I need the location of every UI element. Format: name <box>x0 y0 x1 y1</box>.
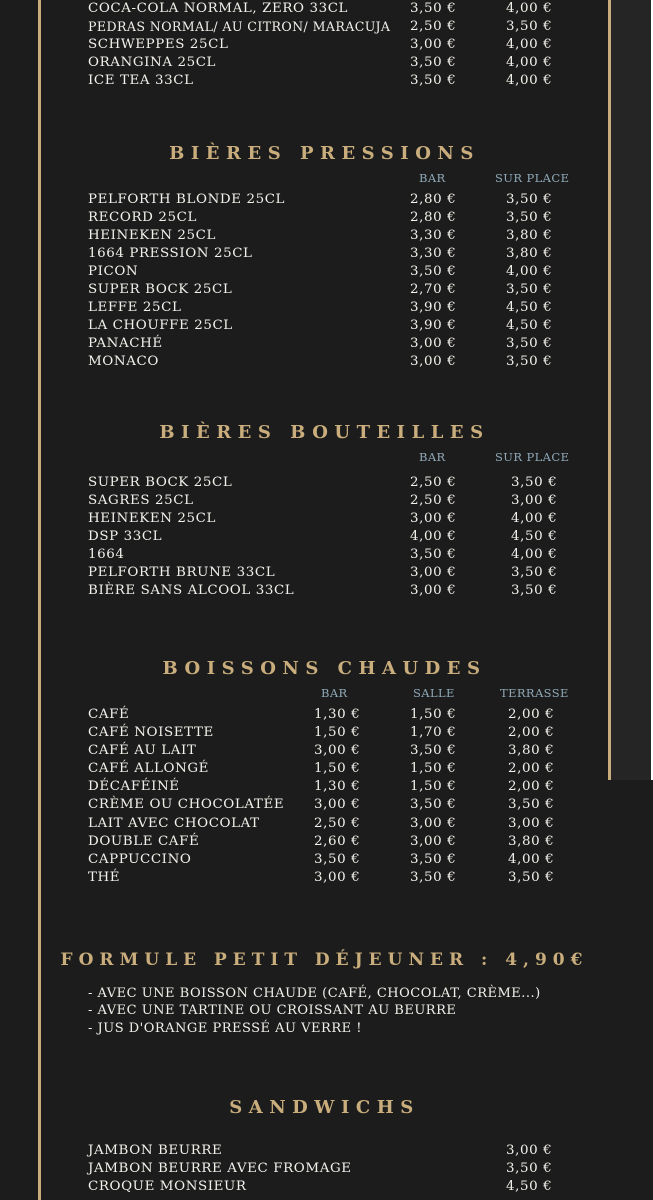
price-salle: 3,00 € <box>410 834 457 849</box>
item-name: SUPER BOCK 25CL <box>88 282 233 297</box>
column-header-terrasse: TERRASSE <box>500 686 569 700</box>
item-name: LEFFE 25CL <box>88 300 182 315</box>
price-bar: 3,50 € <box>314 852 361 867</box>
price-bar: 3,50 € <box>410 264 457 279</box>
column-header-bar: BAR <box>321 686 348 700</box>
price-salle: 3,50 € <box>410 743 457 758</box>
price-bar: 3,00 € <box>314 870 361 885</box>
section-title-bouteilles: BIÈRES BOUTEILLES <box>159 422 490 443</box>
item-name: CAFÉ AU LAIT <box>88 743 197 758</box>
price-place: 4,00 € <box>506 264 553 279</box>
price-salle: 1,50 € <box>410 707 457 722</box>
price-place: 3,50 € <box>511 475 558 490</box>
section-title-sandwichs: SANDWICHS <box>229 1097 420 1118</box>
price-place: 3,50 € <box>506 336 553 351</box>
price-bar: 3,00 € <box>410 565 457 580</box>
price-terrasse: 2,00 € <box>508 725 555 740</box>
column-header-sur-place: SUR PLACE <box>495 450 570 464</box>
price-place: 3,00 € <box>511 493 558 508</box>
item-name: ICE TEA 33CL <box>88 73 194 88</box>
item-name: CAPPUCCINO <box>88 852 192 867</box>
item-name: COCA-COLA NORMAL, ZERO 33CL <box>88 1 349 16</box>
item-name: CAFÉ NOISETTE <box>88 725 214 740</box>
frame-border-left <box>38 0 41 1200</box>
price-bar: 3,90 € <box>410 300 457 315</box>
formule-line: - AVEC UNE BOISSON CHAUDE (CAFÉ, CHOCOLAT, CRÈME...) <box>88 986 541 1001</box>
price-bar: 3,30 € <box>410 228 457 243</box>
price-terrasse: 3,80 € <box>508 743 555 758</box>
price-place: 3,50 € <box>511 565 558 580</box>
right-margin <box>611 0 653 780</box>
item-name: SUPER BOCK 25CL <box>88 475 233 490</box>
price-bar: 3,90 € <box>410 318 457 333</box>
price-place: 4,00 € <box>506 73 553 88</box>
item-name: CROQUE MONSIEUR <box>88 1179 247 1194</box>
item-name: HEINEKEN 25CL <box>88 228 216 243</box>
price: 3,00 € <box>506 1143 553 1158</box>
item-name: LA CHOUFFE 25CL <box>88 318 233 333</box>
price-bar: 3,00 € <box>410 583 457 598</box>
price-bar: 3,30 € <box>410 246 457 261</box>
section-title-formule: FORMULE PETIT DÉJEUNER : 4,90€ <box>60 950 589 970</box>
price-bar: 1,30 € <box>314 779 361 794</box>
item-name: THÉ <box>88 870 121 885</box>
price-bar: 1,50 € <box>314 725 361 740</box>
price-terrasse: 2,00 € <box>508 779 555 794</box>
price-place: 4,50 € <box>506 300 553 315</box>
price-bar: 3,50 € <box>410 1 457 16</box>
price-bar: 1,30 € <box>314 707 361 722</box>
item-name: ORANGINA 25CL <box>88 55 217 70</box>
price-bar: 3,00 € <box>410 336 457 351</box>
formule-line: - AVEC UNE TARTINE OU CROISSANT AU BEURRE <box>88 1003 457 1018</box>
price: 3,50 € <box>506 1161 553 1176</box>
column-header-bar: BAR <box>419 171 446 185</box>
price-place: 3,50 € <box>506 282 553 297</box>
price-place: 4,00 € <box>511 511 558 526</box>
price-place: 4,00 € <box>511 547 558 562</box>
item-name: DÉCAFÉINÉ <box>88 779 180 794</box>
price-bar: 2,50 € <box>410 475 457 490</box>
frame-border-right <box>608 0 611 780</box>
price-bar: 3,50 € <box>410 55 457 70</box>
price-bar: 3,00 € <box>314 797 361 812</box>
item-name: PELFORTH BRUNE 33CL <box>88 565 276 580</box>
price-place: 3,50 € <box>506 19 553 34</box>
price-bar: 3,50 € <box>410 73 457 88</box>
price-bar: 3,00 € <box>410 511 457 526</box>
price-bar: 4,00 € <box>410 529 457 544</box>
price: 4,50 € <box>506 1179 553 1194</box>
price-salle: 1,50 € <box>410 779 457 794</box>
price-salle: 3,50 € <box>410 852 457 867</box>
item-name: MONACO <box>88 354 159 369</box>
item-name: JAMBON BEURRE AVEC FROMAGE <box>88 1161 352 1176</box>
price-terrasse: 3,50 € <box>508 870 555 885</box>
price-bar: 1,50 € <box>314 761 361 776</box>
price-place: 3,80 € <box>506 228 553 243</box>
price-terrasse: 2,00 € <box>508 707 555 722</box>
price-place: 3,50 € <box>506 210 553 225</box>
price-bar: 2,70 € <box>410 282 457 297</box>
item-name: BIÈRE SANS ALCOOL 33CL <box>88 583 295 598</box>
item-name: SAGRES 25CL <box>88 493 194 508</box>
formule-line: - JUS D'ORANGE PRESSÉ AU VERRE ! <box>88 1021 362 1036</box>
item-name: 1664 PRESSION 25CL <box>88 246 253 261</box>
price-bar: 2,50 € <box>314 816 361 831</box>
price-place: 4,50 € <box>506 318 553 333</box>
price-place: 3,50 € <box>506 192 553 207</box>
price-place: 4,00 € <box>506 37 553 52</box>
price-bar: 2,80 € <box>410 210 457 225</box>
item-name: 1664 <box>88 547 125 562</box>
price-terrasse: 3,50 € <box>508 797 555 812</box>
price-place: 3,50 € <box>506 354 553 369</box>
item-name: JAMBON BEURRE <box>88 1143 223 1158</box>
column-header-salle: SALLE <box>413 686 455 700</box>
price-bar: 2,50 € <box>410 19 457 34</box>
price-bar: 2,50 € <box>410 493 457 508</box>
item-name: DSP 33CL <box>88 529 163 544</box>
price-bar: 2,60 € <box>314 834 361 849</box>
price-salle: 3,00 € <box>410 816 457 831</box>
price-bar: 3,00 € <box>410 354 457 369</box>
item-name: RECORD 25CL <box>88 210 197 225</box>
price-terrasse: 2,00 € <box>508 761 555 776</box>
item-name: PICON <box>88 264 139 279</box>
section-title-pressions: BIÈRES PRESSIONS <box>169 143 480 164</box>
price-salle: 1,50 € <box>410 761 457 776</box>
price-bar: 3,50 € <box>410 547 457 562</box>
price-bar: 2,80 € <box>410 192 457 207</box>
price-salle: 3,50 € <box>410 797 457 812</box>
price-bar: 3,00 € <box>314 743 361 758</box>
price-place: 4,00 € <box>506 55 553 70</box>
price-salle: 3,50 € <box>410 870 457 885</box>
price-terrasse: 3,00 € <box>508 816 555 831</box>
section-title-chaudes: BOISSONS CHAUDES <box>162 658 487 679</box>
column-header-sur-place: SUR PLACE <box>495 171 570 185</box>
item-name: CRÈME OU CHOCOLATÉE <box>88 797 285 812</box>
price-bar: 3,00 € <box>410 37 457 52</box>
item-name: PANACHÉ <box>88 336 163 351</box>
item-name: PEDRAS NORMAL/ AU CITRON/ MARACUJA <box>88 19 391 34</box>
price-place: 3,80 € <box>506 246 553 261</box>
price-salle: 1,70 € <box>410 725 457 740</box>
price-place: 3,50 € <box>511 583 558 598</box>
item-name: HEINEKEN 25CL <box>88 511 216 526</box>
price-terrasse: 4,00 € <box>508 852 555 867</box>
column-header-bar: BAR <box>419 450 446 464</box>
item-name: LAIT AVEC CHOCOLAT <box>88 816 260 831</box>
item-name: DOUBLE CAFÉ <box>88 834 200 849</box>
item-name: CAFÉ <box>88 707 130 722</box>
item-name: PELFORTH BLONDE 25CL <box>88 192 286 207</box>
price-place: 4,50 € <box>511 529 558 544</box>
item-name: SCHWEPPES 25CL <box>88 37 229 52</box>
price-terrasse: 3,80 € <box>508 834 555 849</box>
price-place: 4,00 € <box>506 1 553 16</box>
item-name: CAFÉ ALLONGÉ <box>88 761 210 776</box>
